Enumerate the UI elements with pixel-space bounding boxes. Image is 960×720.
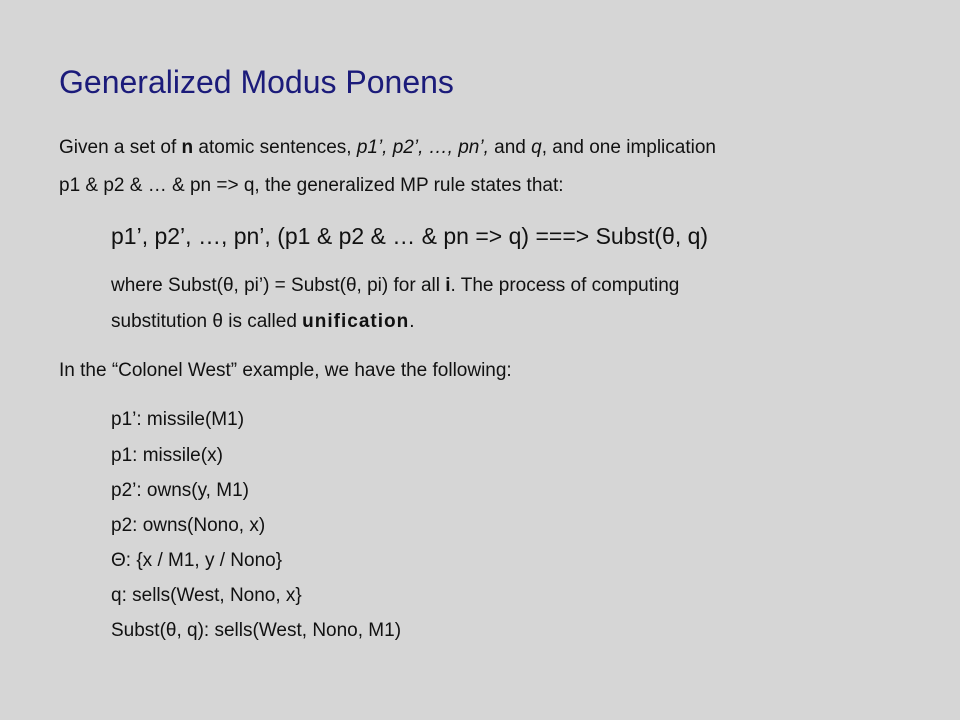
intro-q: q: [531, 137, 542, 158]
where-line-1: [111, 274, 679, 298]
where-i: i: [445, 275, 451, 296]
example-line: p1’: missile(M1): [111, 409, 245, 430]
slide-title: Generalized Modus Ponens: [59, 64, 454, 100]
example-line: p2: owns(Nono, x): [111, 515, 266, 536]
where-text: substitution θ is called: [111, 311, 303, 332]
intro-primed-sentences: p1’, p2’, …, pn’,: [356, 137, 489, 158]
example-line: Subst(θ, q): sells(West, Nono, M1): [111, 620, 402, 641]
where-text: . The process of computing: [450, 275, 680, 296]
example-line: p2’: owns(y, M1): [111, 480, 249, 501]
intro-line-1: [59, 136, 716, 160]
example-intro: In the “Colonel West” example, we have the following:: [59, 360, 512, 381]
where-line-2: [111, 310, 415, 334]
example-line: Θ: {x / M1, y / Nono}: [111, 550, 283, 571]
intro-text: and: [488, 137, 532, 158]
gmp-rule: p1’, p2’, …, pn’, (p1 & p2 & … & pn => q) ===> Subst(θ, q): [111, 223, 709, 249]
example-line: p1: missile(x): [111, 445, 223, 466]
where-text: .: [409, 311, 415, 332]
intro-line-2: p1 & p2 & … & pn => q, the generalized MP rule states that:: [59, 175, 564, 196]
intro-text: Given a set of: [59, 137, 182, 158]
intro-n: n: [181, 137, 194, 158]
example-line: q: sells(West, Nono, x}: [111, 585, 302, 606]
intro-text: , and one implication: [541, 137, 716, 158]
where-text: where Subst(θ, pi’) = Subst(θ, pi) for all: [111, 275, 446, 296]
intro-text: atomic sentences,: [193, 137, 357, 158]
unification-term: unification: [302, 311, 410, 332]
